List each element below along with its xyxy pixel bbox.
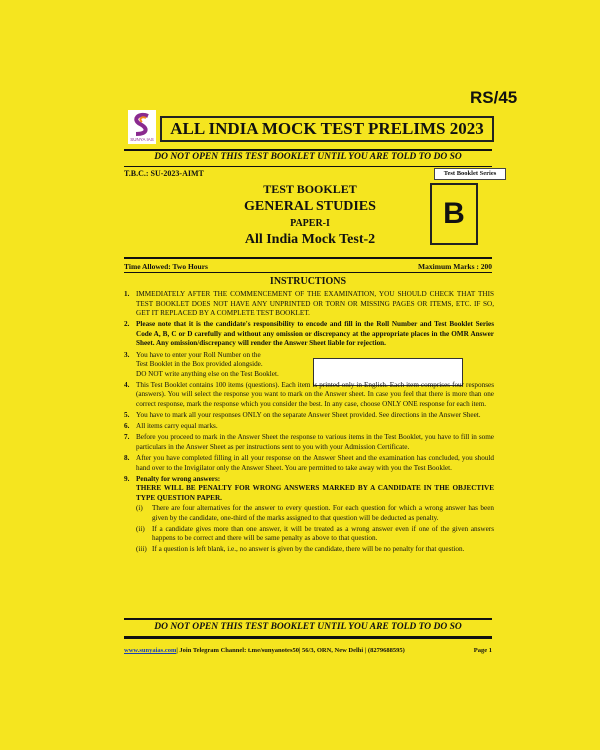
warning-top: DO NOT OPEN THIS TEST BOOKLET UNTIL YOU ARE TOLD TO DO SO bbox=[154, 152, 462, 162]
tbc-code: T.B.C.: SU-2023-AIMT bbox=[124, 169, 204, 178]
top-rule bbox=[124, 149, 492, 151]
instructions-title: INSTRUCTIONS bbox=[269, 276, 347, 287]
main-title: ALL INDIA MOCK TEST PRELIMS 2023 bbox=[160, 116, 494, 142]
instruction-2: 2. Please note that it is the candidate's responsibility to encode and fill in the Roll Number and Test Booklet Series Code A, B, C or D carefully and without any omission or discrepancy at the appropriate places in the OMR Answer Sheet. Any omission/discrepancy will render the Answer Sheet liable for rejection. bbox=[124, 320, 494, 348]
footer bbox=[124, 647, 492, 654]
page-number: Page 1 bbox=[473, 647, 492, 654]
warning-bottom: DO NOT OPEN THIS TEST BOOKLET UNTIL YOU ARE TOLD TO DO SO bbox=[154, 622, 462, 632]
instruction-7: 7. Before you proceed to mark in the Answer Sheet the response to various items in the Test Booklet, you have to fill in some particulars in the Answer Sheet as per instructions sent to you with your Admission Certificate. bbox=[124, 433, 494, 451]
instruction-1: 1. IMMEDIATELY AFTER THE COMMENCEMENT OF THE EXAMINATION, YOU SHOULD CHECK THAT THIS TEST BOOKLET DOES NOT HAVE ANY UNPRINTED OR TORN OR MISSING PAGES OR ITEMS, ETC. IF SO, GET IT REPLACED BY A COMPLETE TEST BOOKLET. bbox=[124, 290, 494, 318]
footer-contact: www.sunyaias.com| Join Telegram Channel: t.me/sunyanotes50| 56/3, ORN, New Delhi | (8279688595) bbox=[124, 647, 405, 654]
instruction-4: 4. This Test Booklet contains 100 items (questions). Each item is printed only in English. Each item comprises four responses (answers). You will select the response you want to mark on the Answer sheet. In case you feel that there is more than one correct response, mark the response which you consider the best. In any case, choose ONLY ONE response for each item. bbox=[124, 380, 494, 409]
logo-text: SUNYA IAS bbox=[130, 137, 154, 142]
max-marks: Maximum Marks : 200 bbox=[418, 262, 492, 271]
meta-rule-bottom bbox=[124, 272, 492, 273]
sunya-logo bbox=[128, 110, 156, 144]
meta-row bbox=[124, 262, 492, 271]
price-label: RS/45 bbox=[470, 88, 518, 107]
instruction-9: 9. Penalty for wrong answers: THERE WILL BE PENALTY FOR WRONG ANSWERS MARKED BY A CANDIDATE IN THE OBJECTIVE TYPE QUESTION PAPER. (i) There are four alternatives for the answer to every question. For each question for which a wrong answer has been given by the candidate, one-third of the marks assigned to that question will be deducted as penalty. (ii) If a candidate gives more than one answer, it will be treated as a wrong answer even if one of the given answers happens to be correct and there will be same penalty as above to that question. (iii) If a question is left blank, i.e., no answer is given by the candidate, there will be no penalty for that question. bbox=[124, 474, 494, 553]
instruction-6: 6. All items carry equal marks. bbox=[124, 422, 218, 431]
meta-rule bbox=[124, 257, 492, 259]
series-label: Test Booklet Series bbox=[434, 168, 506, 180]
booklet-line3: PAPER-I bbox=[290, 218, 330, 229]
time-allowed: Time Allowed: Two Hours bbox=[124, 262, 208, 271]
instructions-list bbox=[124, 290, 494, 556]
website-link[interactable]: www.sunyaias.com bbox=[124, 647, 177, 654]
warning-rule bbox=[124, 166, 492, 167]
instruction-8: 8. After you have completed filling in all your response on the Answer Sheet and the examination has concluded, you should hand over to the Invigilator only the Answer Sheet. You are permitted to take away with you the Test Booklet. bbox=[124, 454, 494, 472]
instruction-3: 3. You have to enter your Roll Number on the Test Booklet in the Box provided alongside. DO NOT write anything else on the Test Booklet. bbox=[124, 350, 279, 378]
bottom-rule-2 bbox=[124, 636, 492, 639]
instruction-5: 5. You have to mark all your responses ONLY on the separate Answer Sheet provided. See directions in the Answer Sheet. bbox=[124, 411, 481, 420]
bottom-rule bbox=[124, 618, 492, 620]
booklet-line1: TEST BOOKLET bbox=[263, 182, 357, 196]
booklet-line4: All India Mock Test-2 bbox=[244, 232, 376, 247]
series-letter: B bbox=[430, 183, 478, 245]
booklet-line2: GENERAL STUDIES bbox=[244, 199, 376, 214]
